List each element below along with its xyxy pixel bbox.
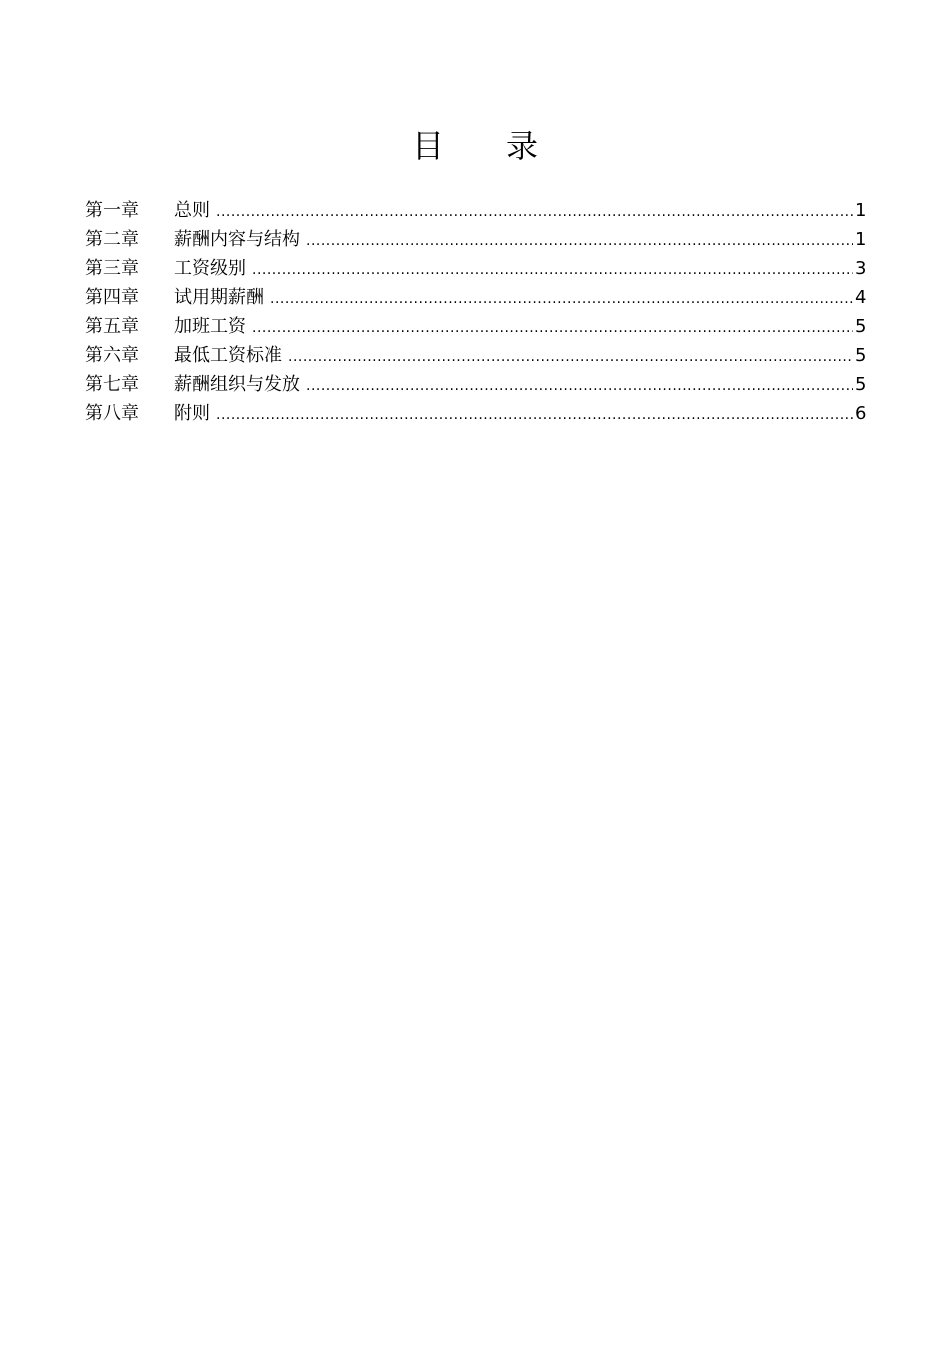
toc-page-number: 1 — [855, 200, 867, 221]
toc-entry-1[interactable] — [85, 196, 877, 225]
toc-title — [0, 124, 950, 168]
toc-entry-name: 附则 — [174, 403, 210, 424]
toc-page-number: 5 — [855, 316, 867, 337]
toc-chapter-label: 第八章 — [85, 403, 139, 424]
toc-page-number: 3 — [855, 258, 867, 279]
toc-entry-name: 最低工资标准 — [174, 345, 282, 366]
toc-dot-leader — [270, 285, 853, 314]
toc-chapter-label: 第六章 — [85, 345, 139, 366]
toc-entry-5[interactable] — [85, 312, 877, 341]
toc-page-number: 5 — [855, 345, 867, 366]
toc-chapter-label: 第五章 — [85, 316, 139, 337]
toc-entry-name: 总则 — [174, 200, 210, 221]
toc-entry-name: 薪酬组织与发放 — [174, 374, 300, 395]
toc-dot-leader — [306, 372, 853, 401]
toc-dot-leader — [252, 256, 853, 285]
toc-dot-leader — [288, 343, 853, 372]
toc-entry-name: 加班工资 — [174, 316, 246, 337]
toc-chapter-label: 第三章 — [85, 258, 139, 279]
toc-page-number: 6 — [855, 403, 867, 424]
toc-chapter-label: 第四章 — [85, 287, 139, 308]
toc-dot-leader — [306, 227, 853, 256]
toc-entry-8[interactable] — [85, 399, 877, 428]
toc-entry-name: 试用期薪酬 — [174, 287, 264, 308]
toc-entry-3[interactable] — [85, 254, 877, 283]
toc-title-char-2: 录 — [506, 127, 539, 165]
toc-list — [85, 196, 877, 428]
toc-entry-name: 工资级别 — [174, 258, 246, 279]
toc-page-number: 5 — [855, 374, 867, 395]
toc-dot-leader — [216, 401, 853, 430]
toc-page-number: 4 — [855, 287, 867, 308]
toc-entry-7[interactable] — [85, 370, 877, 399]
toc-entry-4[interactable] — [85, 283, 877, 312]
toc-chapter-label: 第一章 — [85, 200, 139, 221]
toc-title-char-1: 目 — [411, 127, 444, 165]
toc-page-number: 1 — [855, 229, 867, 250]
toc-entry-6[interactable] — [85, 341, 877, 370]
toc-dot-leader — [252, 314, 853, 343]
toc-entry-2[interactable] — [85, 225, 877, 254]
toc-dot-leader — [216, 198, 853, 227]
toc-chapter-label: 第二章 — [85, 229, 139, 250]
toc-chapter-label: 第七章 — [85, 374, 139, 395]
toc-entry-name: 薪酬内容与结构 — [174, 229, 300, 250]
